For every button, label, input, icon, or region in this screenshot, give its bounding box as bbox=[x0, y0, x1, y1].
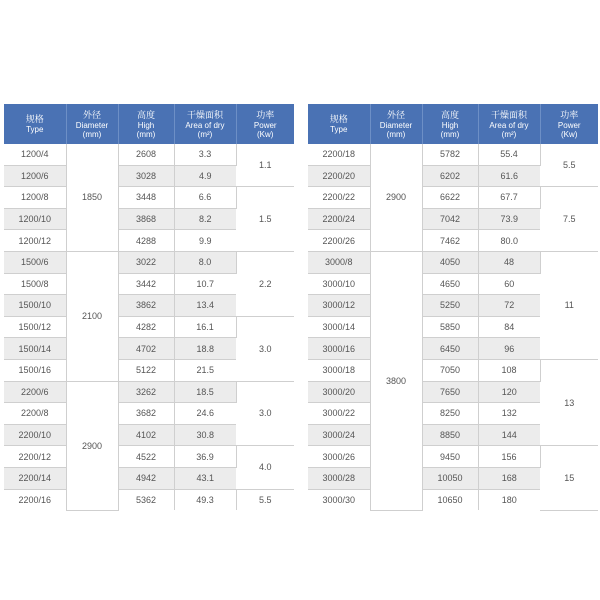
cell-type: 2200/20 bbox=[308, 165, 370, 187]
cell-power: 1.5 bbox=[236, 187, 294, 252]
cell-type: 2200/10 bbox=[4, 424, 66, 446]
header-power: 功率 Power (Kw) bbox=[540, 104, 598, 144]
cell-high: 5782 bbox=[422, 144, 478, 165]
cell-high: 3262 bbox=[118, 381, 174, 403]
cell-high: 4282 bbox=[118, 316, 174, 338]
cell-type: 3000/24 bbox=[308, 424, 370, 446]
cell-type: 1500/6 bbox=[4, 251, 66, 273]
cell-power: 1.1 bbox=[236, 144, 294, 187]
cell-area: 21.5 bbox=[174, 359, 236, 381]
header-power: 功率 Power (Kw) bbox=[236, 104, 294, 144]
cell-high: 4942 bbox=[118, 467, 174, 489]
cell-area: 80.0 bbox=[478, 230, 540, 252]
cell-area: 6.6 bbox=[174, 187, 236, 209]
cell-high: 3682 bbox=[118, 403, 174, 425]
table-row bbox=[308, 187, 598, 209]
cell-area: 43.1 bbox=[174, 467, 236, 489]
table-row bbox=[4, 381, 294, 403]
table-row bbox=[4, 187, 294, 209]
cell-type: 2200/22 bbox=[308, 187, 370, 209]
cell-high: 6622 bbox=[422, 187, 478, 209]
cell-high: 4702 bbox=[118, 338, 174, 360]
cell-high: 10050 bbox=[422, 467, 478, 489]
cell-type: 2200/12 bbox=[4, 446, 66, 468]
cell-type: 3000/14 bbox=[308, 316, 370, 338]
cell-high: 5122 bbox=[118, 359, 174, 381]
cell-type: 1500/10 bbox=[4, 295, 66, 317]
cell-type: 2200/8 bbox=[4, 403, 66, 425]
cell-area: 73.9 bbox=[478, 208, 540, 230]
cell-area: 13.4 bbox=[174, 295, 236, 317]
cell-power: 5.5 bbox=[540, 144, 598, 187]
cell-area: 180 bbox=[501, 494, 517, 505]
cell-area: 18.5 bbox=[174, 381, 236, 403]
cell-type: 1200/8 bbox=[4, 187, 66, 209]
header-area: 干燥面积 Area of dry (m²) bbox=[174, 104, 236, 144]
cell-high: 8850 bbox=[422, 424, 478, 446]
cell-area: 4.9 bbox=[174, 165, 236, 187]
table-row bbox=[308, 144, 598, 165]
cell-high: 4288 bbox=[118, 230, 174, 252]
cell-type: 2200/14 bbox=[4, 467, 66, 489]
cell-high: 3448 bbox=[118, 187, 174, 209]
cell-power: 4.0 bbox=[236, 446, 294, 489]
header-high: 高度 High (mm) bbox=[118, 104, 174, 144]
cell-diameter: 2900 bbox=[66, 381, 118, 510]
cell-type: 1200/10 bbox=[4, 208, 66, 230]
cell-high: 5250 bbox=[422, 295, 478, 317]
spec-table-right bbox=[308, 104, 598, 511]
cell-area: 24.6 bbox=[174, 403, 236, 425]
table-row bbox=[4, 251, 294, 273]
cell-high: 6202 bbox=[422, 165, 478, 187]
cell-area: 3.3 bbox=[174, 144, 236, 165]
cell-high: 7462 bbox=[422, 230, 478, 252]
cell-high: 8250 bbox=[422, 403, 478, 425]
cell-power: 7.5 bbox=[540, 187, 598, 252]
cell-type: 2200/6 bbox=[4, 381, 66, 403]
cell-high: 4050 bbox=[422, 251, 478, 273]
cell-diameter: 2900 bbox=[370, 144, 422, 251]
cell-area: 120 bbox=[478, 381, 540, 403]
cell-power: 11 bbox=[540, 251, 598, 359]
cell-area: 55.4 bbox=[478, 144, 540, 165]
cell-area: 168 bbox=[478, 467, 540, 489]
cell-power: 5.5 bbox=[236, 489, 294, 510]
cell-high: 4522 bbox=[118, 446, 174, 468]
cell-area: 156 bbox=[478, 446, 540, 468]
cell-type: 1200/12 bbox=[4, 230, 66, 252]
header-high: 高度 High (mm) bbox=[422, 104, 478, 144]
table-row bbox=[4, 446, 294, 468]
cell-area: 60 bbox=[478, 273, 540, 295]
cell-type: 3000/16 bbox=[308, 338, 370, 360]
table-row bbox=[4, 489, 294, 510]
table-row bbox=[308, 251, 598, 273]
cell-type: 3000/18 bbox=[308, 359, 370, 381]
cell-type: 1200/6 bbox=[4, 165, 66, 187]
cell-high: 5362 bbox=[118, 489, 174, 510]
cell-power: 2.2 bbox=[236, 251, 294, 316]
cell-type: 1500/12 bbox=[4, 316, 66, 338]
cell-type: 2200/24 bbox=[308, 208, 370, 230]
cell-type: 1500/16 bbox=[4, 359, 66, 381]
cell-high: 4650 bbox=[422, 273, 478, 295]
header-area: 干燥面积 Area of dry (m²) bbox=[478, 104, 540, 144]
cell-type: 3000/28 bbox=[308, 467, 370, 489]
cell-high: 5850 bbox=[422, 316, 478, 338]
cell-power: 3.0 bbox=[236, 381, 294, 446]
cell-area: 36.9 bbox=[174, 446, 236, 468]
cell-area: 48 bbox=[478, 251, 540, 273]
cell-type: 2200/16 bbox=[4, 489, 66, 510]
table-header-row bbox=[308, 104, 598, 144]
spec-table-left bbox=[4, 104, 294, 511]
header-type: 规格 Type bbox=[308, 104, 370, 144]
cell-high: 3442 bbox=[118, 273, 174, 295]
table-row bbox=[4, 316, 294, 338]
cell-area: 84 bbox=[478, 316, 540, 338]
cell-high: 3862 bbox=[118, 295, 174, 317]
cell-power: 13 bbox=[540, 359, 598, 445]
cell-diameter: 1850 bbox=[66, 144, 118, 251]
cell-area: 72 bbox=[478, 295, 540, 317]
cell-area: 8.2 bbox=[174, 208, 236, 230]
header-diameter: 外径 Diameter (mm) bbox=[370, 104, 422, 144]
cell-high: 4102 bbox=[118, 424, 174, 446]
table-row bbox=[4, 144, 294, 165]
cell-type: 3000/8 bbox=[308, 251, 370, 273]
cell-area: 16.1 bbox=[174, 316, 236, 338]
cell-diameter: 2100 bbox=[66, 251, 118, 381]
cell-high: 2608 bbox=[118, 144, 174, 165]
cell-area: 132 bbox=[478, 403, 540, 425]
cell-high: 9450 bbox=[422, 446, 478, 468]
cell-type: 1500/8 bbox=[4, 273, 66, 295]
cell-diameter: 3800 bbox=[370, 251, 422, 510]
cell-type: 3000/12 bbox=[308, 295, 370, 317]
cell-high: 10650 bbox=[422, 489, 478, 510]
table-header-row bbox=[4, 104, 294, 144]
table-row bbox=[308, 446, 598, 468]
cell-area: 96 bbox=[478, 338, 540, 360]
cell-high: 7042 bbox=[422, 208, 478, 230]
cell-area: 67.7 bbox=[478, 187, 540, 209]
cell-area: 9.9 bbox=[174, 230, 236, 252]
cell-type: 2200/26 bbox=[308, 230, 370, 252]
cell-type: 3000/30 bbox=[308, 489, 370, 510]
cell-area: 8.0 bbox=[174, 251, 236, 273]
cell-type: 3000/20 bbox=[308, 381, 370, 403]
cell-area: 49.3 bbox=[174, 489, 236, 510]
cell-area: 30.8 bbox=[174, 424, 236, 446]
cell-area: 61.6 bbox=[478, 165, 540, 187]
cell-type: 1200/4 bbox=[4, 144, 66, 165]
cell-high: 6450 bbox=[422, 338, 478, 360]
cell-type: 2200/18 bbox=[308, 144, 370, 165]
cell-power: 15 bbox=[540, 446, 598, 510]
cell-area: 10.7 bbox=[174, 273, 236, 295]
cell-area: 18.8 bbox=[174, 338, 236, 360]
cell-power: 3.0 bbox=[236, 316, 294, 381]
table-row bbox=[308, 359, 598, 381]
cell-high: 7050 bbox=[422, 359, 478, 381]
cell-type: 3000/10 bbox=[308, 273, 370, 295]
cell-high: 3022 bbox=[118, 251, 174, 273]
cell-area: 144 bbox=[478, 424, 540, 446]
cell-type: 3000/26 bbox=[308, 446, 370, 468]
cell-high: 3028 bbox=[118, 165, 174, 187]
cell-high: 3868 bbox=[118, 208, 174, 230]
cell-type: 1500/14 bbox=[4, 338, 66, 360]
cell-type: 3000/22 bbox=[308, 403, 370, 425]
cell-high: 7650 bbox=[422, 381, 478, 403]
header-diameter: 外径 Diameter (mm) bbox=[66, 104, 118, 144]
header-type: 规格 Type bbox=[4, 104, 66, 144]
cell-area: 108 bbox=[478, 359, 540, 381]
